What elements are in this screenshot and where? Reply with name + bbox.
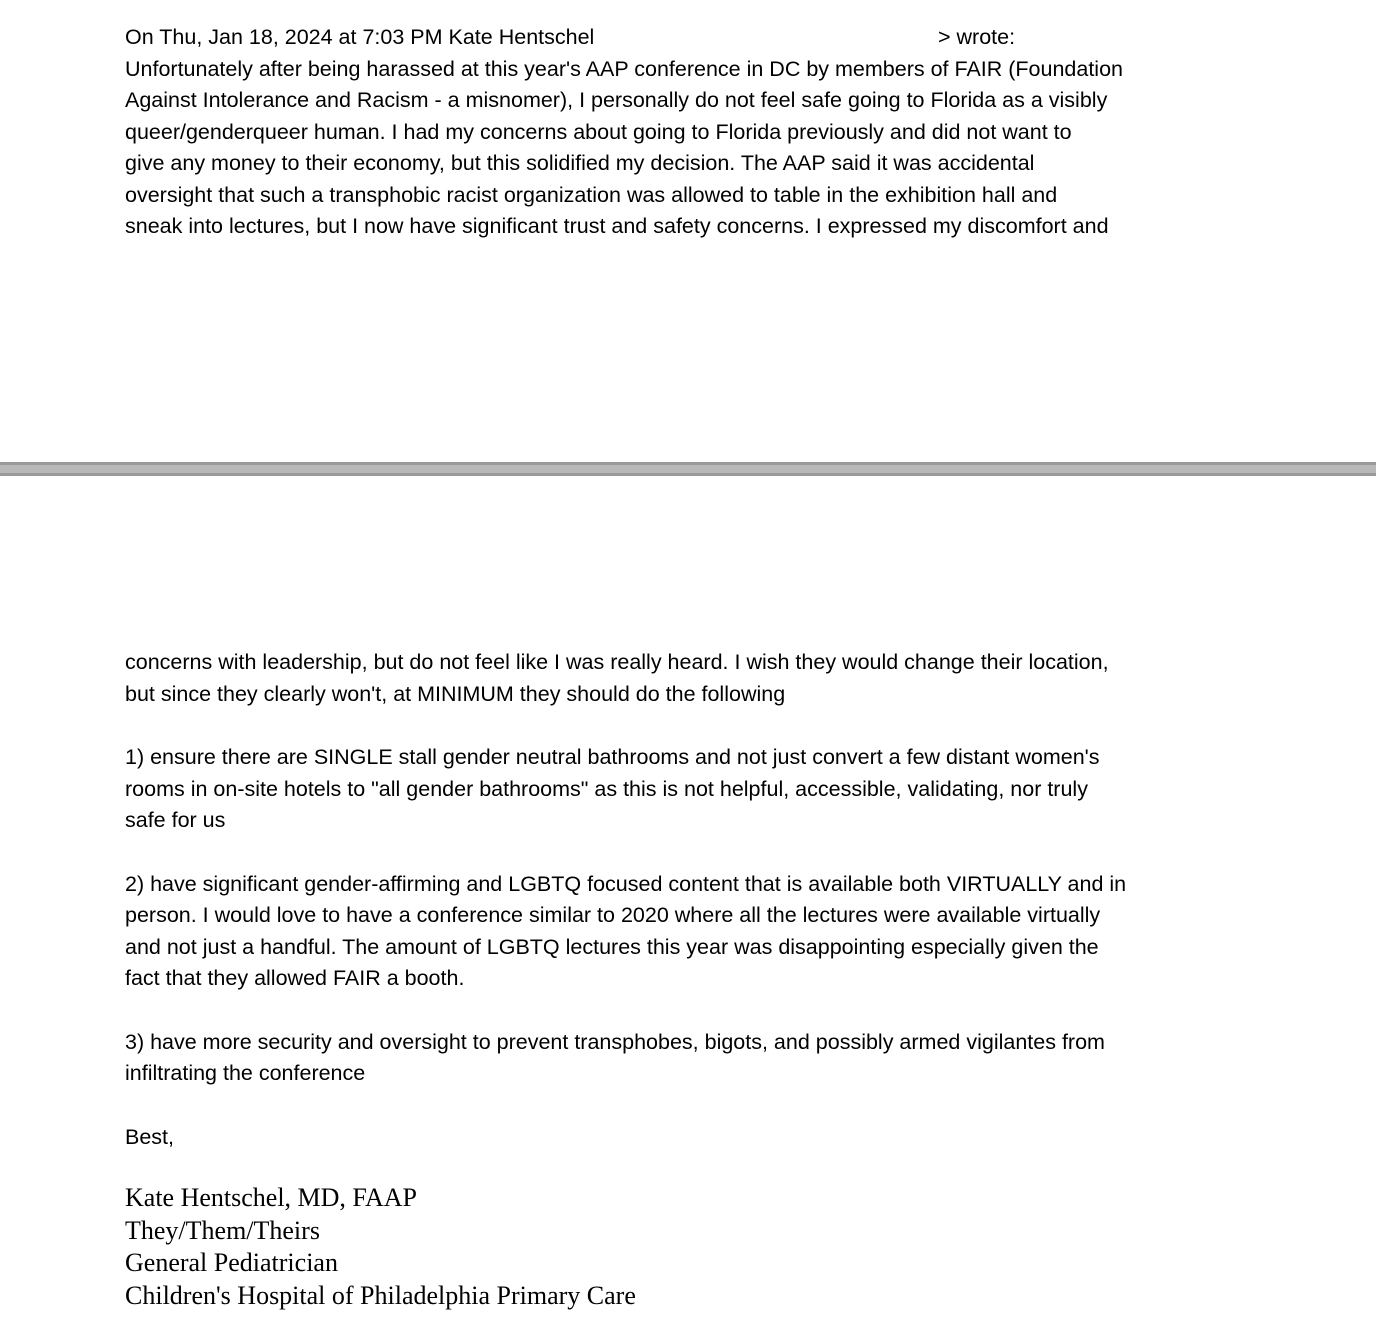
signature-name: Kate Hentschel, MD, FAAP — [125, 1183, 417, 1212]
list-item-3 — [125, 1027, 1235, 1090]
signature-organization: Children's Hospital of Philadelphia Primary Care — [125, 1280, 636, 1310]
body-line: give any money to their economy, but this solidified my decision. The AAP said it was accidental — [125, 151, 1035, 175]
signature-block — [125, 1182, 1235, 1312]
list-item-line: safe for us — [125, 808, 226, 832]
list-item-line: 2) have significant gender-affirming and LGBTQ focused content that is available both VIRTUALLY and in — [125, 871, 1127, 896]
paragraph-gap — [125, 1090, 1235, 1122]
paragraph-gap — [125, 995, 1235, 1027]
list-item-1 — [125, 742, 1235, 837]
reply-header — [125, 22, 1235, 54]
list-item-line: rooms in on-site hotels to "all gender bathrooms" as this is not helpful, accessible, validating, nor truly — [125, 776, 1088, 801]
list-item-line: and not just a handful. The amount of LGBTQ lectures this year was disappointing especially given the — [125, 934, 1099, 959]
paragraph-gap — [125, 837, 1235, 869]
list-item-line: 1) ensure there are SINGLE stall gender neutral bathrooms and not just convert a few distant women's — [125, 745, 1100, 769]
body-line: but since they clearly won't, at MINIMUM they should do the following — [125, 681, 786, 706]
body-line: Unfortunately after being harassed at this year's AAP conference in DC by members of FAIR (Foundation — [125, 56, 1123, 81]
body-line: Against Intolerance and Racism - a misnomer), I personally do not feel safe going to Florida as a visibly — [125, 88, 1108, 112]
list-item-line: 3) have more security and oversight to prevent transphobes, bigots, and possibly armed vigilantes from — [125, 1029, 1105, 1054]
list-item-2 — [125, 869, 1235, 995]
body-line: oversight that such a transphobic racist organization was allowed to table in the exhibition hall and — [125, 182, 1058, 207]
email-bottom-section — [125, 647, 1235, 1153]
list-item-line: fact that they allowed FAIR a booth. — [125, 966, 465, 990]
list-item-line: person. I would love to have a conference similar to 2020 where all the lectures were available virtually — [125, 903, 1101, 927]
body-line: queer/genderqueer human. I had my concerns about going to Florida previously and did not want to — [125, 119, 1072, 144]
email-top-section — [125, 22, 1235, 243]
signature-title: General Pediatrician — [125, 1248, 338, 1277]
closing: Best, — [125, 1124, 174, 1149]
list-item-line: infiltrating the conference — [125, 1061, 366, 1085]
reply-header-sender: On Thu, Jan 18, 2024 at 7:03 PM Kate Hentschel — [125, 25, 595, 49]
paragraph-gap — [125, 710, 1235, 742]
body-line: sneak into lectures, but I now have significant trust and safety concerns. I expressed my discomfort and — [125, 214, 1109, 238]
page-break-divider — [0, 462, 1376, 476]
reply-header-wrote: > wrote: — [938, 25, 1016, 49]
signature-pronouns: They/Them/Theirs — [125, 1215, 320, 1245]
body-line: concerns with leadership, but do not feel like I was really heard. I wish they would change their location, — [125, 650, 1109, 674]
